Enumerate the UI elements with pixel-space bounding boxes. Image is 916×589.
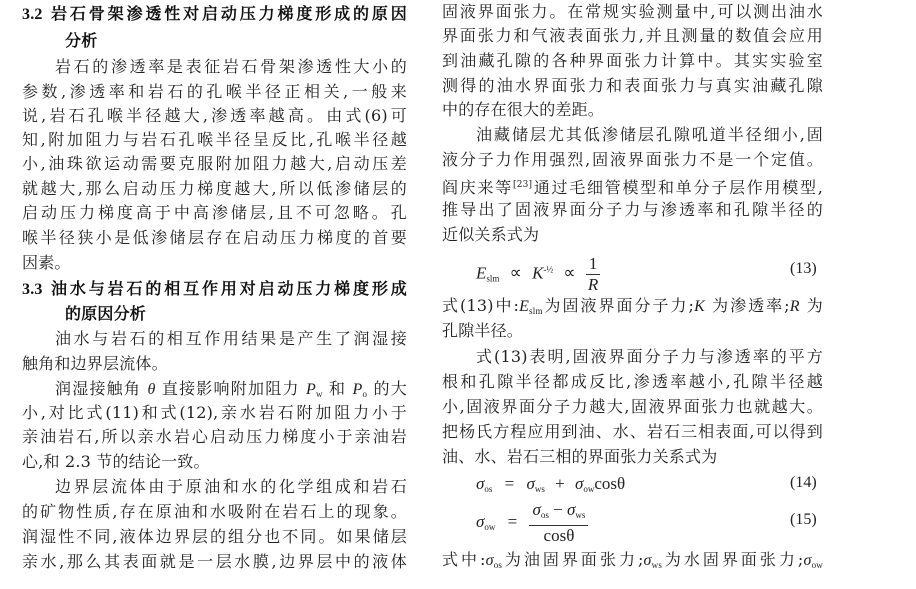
- equation-number-14: (14): [790, 474, 817, 491]
- text-run: 启动压力梯度高于中高渗储层,且不可忽略。孔: [22, 203, 407, 222]
- section-heading: [22, 277, 407, 301]
- eq-symbol: σ: [575, 474, 584, 493]
- text-run: 润湿性不同,液体边界层的组分也不同。如果储层: [22, 527, 407, 546]
- text-run: 润湿接触角: [55, 379, 148, 398]
- eq-fraction: [529, 500, 588, 546]
- text-line: [22, 425, 407, 449]
- eq-fraction: [586, 254, 601, 295]
- eq-subscript: slm: [486, 273, 500, 284]
- eq-operator: =: [504, 474, 515, 493]
- text-run: 小,对比式(11)和式(12),亲水岩石附加阻力小于: [22, 403, 407, 422]
- text-line: [442, 198, 823, 222]
- eq-exponent: -½: [543, 264, 554, 275]
- section-heading: [65, 29, 407, 53]
- text-run: 式(13)表明,固液界面分子力与渗透率的平方: [476, 347, 823, 366]
- math-symbol: σ: [803, 552, 812, 569]
- section-heading: [65, 302, 407, 326]
- text-run: 测得的油水界面张力和表面张力与真实油藏孔隙: [442, 76, 823, 95]
- citation-ref: [23]: [512, 180, 533, 190]
- math-symbol: R: [789, 298, 800, 315]
- text-line: [22, 226, 407, 250]
- text-run: 固液界面张力。在常规实验测量中,可以测出油水: [442, 2, 823, 21]
- text-line: [442, 294, 823, 318]
- text-run: 为渗透率;: [704, 296, 790, 315]
- equation-number-15: (15): [790, 511, 817, 528]
- text-line: [442, 24, 823, 48]
- eq-symbol: σ: [566, 500, 576, 519]
- eq-denominator: cosθ: [543, 526, 575, 545]
- eq-symbol: K: [532, 263, 544, 283]
- text-line: [442, 395, 823, 419]
- text-line: [55, 327, 407, 351]
- text-line: [442, 49, 823, 73]
- text-run: 岩石的渗透率是表征岩石骨架渗透性大小的: [55, 57, 407, 76]
- text-run: 小,油珠欲运动需要克服附加阻力越大,启动压差: [22, 154, 407, 173]
- math-subscript: w: [315, 389, 323, 399]
- text-run: 和: [322, 379, 353, 398]
- equation-14: [476, 474, 625, 494]
- math-symbol: P: [352, 381, 363, 398]
- text-run: 式中:: [442, 550, 486, 569]
- math-symbol: θ: [147, 381, 156, 398]
- text-line: [22, 80, 407, 104]
- text-run: 孔隙半径。: [442, 321, 524, 340]
- eq-operator: +: [555, 474, 565, 493]
- text-line: [442, 445, 823, 469]
- eq-numerator: 1: [586, 254, 601, 275]
- text-line: [22, 104, 407, 128]
- text-run: 到油藏孔隙的各种界面张力计算中。其实实验室: [442, 51, 823, 70]
- text-line: [442, 319, 823, 343]
- equation-number-13: (13): [790, 260, 817, 277]
- eq-numerator: [529, 500, 588, 526]
- section-number: 3.3: [22, 281, 43, 298]
- text-run: 的原因分析: [65, 304, 147, 323]
- math-symbol: P: [306, 381, 316, 398]
- eq-subscript: os: [484, 484, 493, 494]
- text-run: 亲油岩石,所以亲水岩心启动压力梯度小于亲油岩: [22, 427, 407, 446]
- text-line: [22, 401, 407, 425]
- math-subscript: ow: [811, 560, 823, 570]
- eq-cos-term: cosθ: [594, 474, 626, 493]
- math-symbol: E: [519, 298, 530, 315]
- text-run: 为油固界面张力;: [502, 550, 644, 569]
- text-run: 近似关系式为: [442, 225, 540, 244]
- text-line: [55, 377, 407, 401]
- text-line: [442, 370, 823, 394]
- text-run: 液分子力作用强烈,固液界面张力不是一个定值。: [442, 150, 823, 169]
- text-line: [22, 152, 407, 176]
- text-run: 式(13)中:: [442, 296, 520, 315]
- text-line: [55, 55, 407, 79]
- text-line: [22, 201, 407, 225]
- text-run: 通过毛细管模型和单分子层作用模型,: [532, 178, 823, 197]
- text-run: 油水与岩石的相互作用对启动压力梯度形成: [42, 279, 407, 298]
- section-number: 3.2: [22, 6, 43, 23]
- text-run: 的矿物性质,存在原油和水吸附在岩石上的现象。: [22, 502, 407, 521]
- text-run: 油水与岩石的相互作用结果是产生了润湿接: [55, 329, 407, 348]
- math-subscript: o: [362, 389, 368, 399]
- text-line: [442, 0, 823, 24]
- text-line: [442, 548, 823, 572]
- math-symbol: σ: [643, 552, 652, 569]
- text-line: [442, 98, 823, 122]
- eq-subscript: ow: [583, 484, 595, 494]
- text-line: [22, 550, 407, 574]
- text-run: 的大: [367, 379, 407, 398]
- text-run: 为固液界面分子力;: [542, 296, 695, 315]
- text-line: [55, 475, 407, 499]
- eq-operator: −: [553, 500, 563, 519]
- text-run: 分析: [65, 31, 98, 50]
- math-subscript: slm: [529, 306, 543, 316]
- text-line: [22, 177, 407, 201]
- math-subscript: os: [493, 560, 503, 570]
- text-run: 直接影响附加阻力: [155, 379, 306, 398]
- text-line: [22, 128, 407, 152]
- eq-subscript: ws: [575, 510, 586, 520]
- text-run: 因素。: [22, 253, 71, 272]
- text-run: 把杨氏方程应用到油、水、岩石三相表面,可以得到: [442, 422, 823, 441]
- text-line: [476, 345, 823, 369]
- text-run: 岩石骨架渗透性对启动压力梯度形成的原因: [42, 4, 407, 23]
- text-line: [22, 251, 407, 275]
- text-run: 为水固界面张力;: [662, 550, 804, 569]
- eq-operator: ∝: [563, 263, 576, 283]
- text-run: 推导出了固液界面分子力与渗透率和孔隙半径的: [442, 200, 823, 219]
- eq-symbol: σ: [526, 474, 535, 493]
- math-subscript: ws: [651, 560, 663, 570]
- eq-symbol: σ: [476, 474, 485, 493]
- text-line: [22, 525, 407, 549]
- text-run: 为: [799, 296, 823, 315]
- text-run: 心,和 2.3 节的结论一致。: [22, 452, 210, 471]
- eq-subscript: os: [540, 510, 549, 520]
- eq-subscript: ws: [534, 484, 545, 494]
- text-run: 知,附加阻力与岩石孔喉半径呈反比,孔喉半径越: [22, 130, 407, 149]
- eq-symbol: σ: [532, 500, 541, 519]
- math-symbol: K: [694, 298, 705, 315]
- text-run: 界面张力和气液表面张力,并且测量的数值会应用: [442, 26, 823, 45]
- text-line: [22, 500, 407, 524]
- text-run: 喉半径狭小是低渗储层存在启动压力梯度的首要: [22, 228, 407, 247]
- text-run: 阎庆来等: [442, 178, 513, 197]
- eq-denominator: R: [587, 275, 599, 294]
- text-run: 油藏储层尤其低渗储层孔隙吼道半径细小,固: [476, 125, 823, 144]
- text-run: 参数,渗透率和岩石的孔喉半径正相关,一般来: [22, 82, 407, 101]
- text-line: [22, 450, 407, 474]
- eq-symbol: E: [476, 263, 487, 283]
- text-line: [442, 74, 823, 98]
- text-run: 油、水、岩石三相的界面张力关系式为: [442, 447, 718, 466]
- eq-operator: ∝: [509, 263, 522, 283]
- eq-symbol: σ: [476, 511, 485, 531]
- text-run: 中的存在很大的差距。: [442, 100, 605, 119]
- text-line: [442, 223, 823, 247]
- text-run: 说,岩石孔喉半径越大,渗透率越高。由式(6)可: [22, 106, 407, 125]
- equation-15: [476, 500, 588, 546]
- math-symbol: σ: [485, 552, 494, 569]
- text-run: 触角和边界层流体。: [22, 354, 168, 373]
- text-run: 就越大,那么启动压力梯度越大,所以低渗储层的: [22, 179, 407, 198]
- text-run: 小,固液界面分子力越大,固液界面张力也就越大。: [442, 397, 823, 416]
- text-run: 根和孔隙半径都成反比,渗透率越小,孔隙半径越: [442, 372, 823, 391]
- eq-operator: =: [507, 511, 518, 531]
- text-run: 亲水,那么其表面就是一层水膜,边界层中的液体: [22, 552, 407, 571]
- equation-13: [476, 254, 600, 295]
- section-heading: [22, 2, 407, 26]
- text-line: [22, 352, 407, 376]
- text-line: [442, 173, 823, 197]
- text-run: 边界层流体由于原油和水的化学组成和岩石: [55, 477, 407, 496]
- text-line: [442, 148, 823, 172]
- text-line: [476, 123, 823, 147]
- eq-subscript: ow: [484, 521, 496, 532]
- text-line: [442, 420, 823, 444]
